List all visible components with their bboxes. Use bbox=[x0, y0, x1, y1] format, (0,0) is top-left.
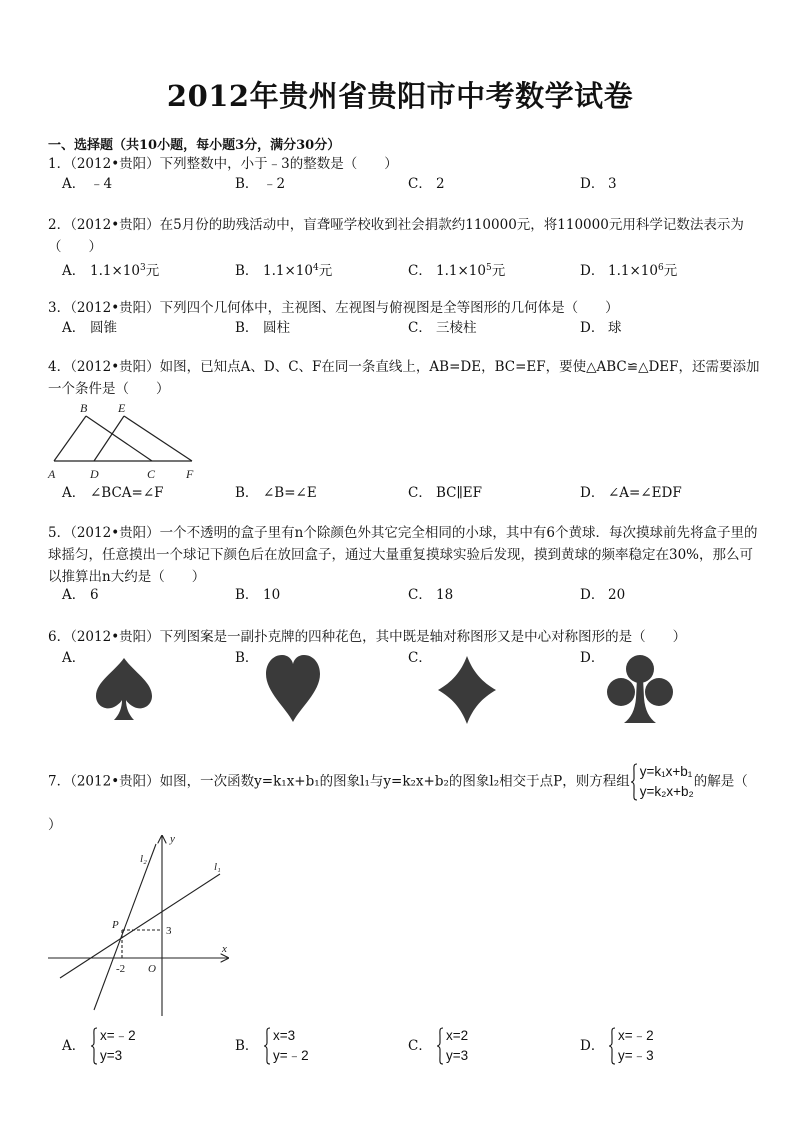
brace-icon bbox=[630, 763, 638, 801]
label-a: A bbox=[48, 467, 56, 481]
triangle-figure bbox=[44, 398, 204, 482]
label-l2: l₂ bbox=[140, 853, 147, 865]
question-1-option-d: D． 3 bbox=[580, 176, 617, 192]
label-p: P bbox=[112, 919, 119, 931]
question-5-option-d: D． 20 bbox=[580, 587, 626, 603]
label-e: E bbox=[118, 401, 126, 415]
question-3-option-c: C． 三棱柱 bbox=[408, 320, 477, 336]
system-equation-2: y=k₂x+b₂ bbox=[639, 784, 694, 799]
spade-icon bbox=[92, 656, 156, 724]
question-6-option-a-label: A． bbox=[62, 650, 86, 666]
line-l2 bbox=[94, 844, 156, 1010]
question-5-option-a: A． 6 bbox=[62, 587, 99, 603]
question-7-option-a: A． x=﹣2 y=3 bbox=[62, 1028, 136, 1063]
question-3-option-b: B． 圆柱 bbox=[235, 320, 290, 336]
label-x: x bbox=[222, 943, 227, 955]
question-2-stem: 2．（2012•贵阳）在5月份的助残活动中，盲聋哑学校收到社会捐款约110000元，将110000元用科学记数法表示为（ ） bbox=[48, 217, 744, 255]
heart-icon bbox=[262, 652, 324, 724]
system-equation-1: y=k₁x+b₁ bbox=[639, 764, 693, 779]
question-7-option-c: C． x=2 y=3 bbox=[408, 1028, 469, 1063]
question-3-stem: 3．（2012•贵阳）下列四个几何体中，主视图、左视图与俯视图是全等图形的几何体是（ ） bbox=[48, 300, 619, 316]
segment-ab bbox=[54, 416, 86, 461]
brace-icon bbox=[608, 1027, 616, 1065]
question-1-option-b: B． ﹣2 bbox=[235, 176, 286, 192]
question-2-option-a: A． $1.1\times 10^3$元 bbox=[62, 263, 160, 279]
question-1-option-a: A． ﹣4 bbox=[62, 176, 113, 192]
segment-ef bbox=[124, 416, 192, 461]
question-4-option-a: A． ∠BCA=∠F bbox=[62, 485, 164, 501]
question-5-option-c: C． 18 bbox=[408, 587, 454, 603]
line-l1 bbox=[60, 874, 220, 978]
question-4-option-b: B． ∠B=∠E bbox=[235, 485, 317, 501]
question-7-stem-tail: ） bbox=[48, 817, 62, 833]
label-l1: l₁ bbox=[214, 861, 221, 873]
question-1-option-c: C． 2 bbox=[408, 176, 445, 192]
question-3-option-d: D． 球 bbox=[580, 320, 622, 336]
brace-icon bbox=[90, 1027, 98, 1065]
question-5-stem: 5．（2012•贵阳）一个不透明的盒子里有n个除颜色外其它完全相同的小球，其中有6个黄球．每次摸球前先将盒子里的球摇匀，任意摸出一个球记下颜色后在放回盒子，通过大量重复摸球实验后发现，摸到黄球的频率稳定在30%，那么可以推算出n大约是（ ） bbox=[48, 525, 758, 585]
function-graph bbox=[44, 830, 244, 1020]
diamond-icon bbox=[436, 654, 498, 726]
page-title: 2012年贵州省贵阳市中考数学试卷 bbox=[166, 79, 634, 113]
label-c: C bbox=[147, 467, 156, 481]
question-6-option-b-label: B． bbox=[235, 650, 259, 666]
label-d: D bbox=[90, 467, 99, 481]
label-3: 3 bbox=[166, 925, 172, 937]
section-heading: 一、选择题（共10小题，每小题3分，满分30分） bbox=[48, 138, 341, 153]
club-icon bbox=[604, 652, 676, 726]
question-6-option-d-label: D． bbox=[580, 650, 605, 666]
question-2-option-b: B． $1.1\times 10^4$元 bbox=[235, 263, 333, 279]
question-7-stem bbox=[48, 762, 760, 802]
question-7-option-d: D． x=﹣2 y=﹣3 bbox=[580, 1028, 654, 1063]
label-neg2: -2 bbox=[116, 963, 126, 975]
label-o: O bbox=[148, 963, 156, 975]
label-f: F bbox=[186, 467, 194, 481]
brace-icon bbox=[436, 1027, 444, 1065]
brace-icon bbox=[263, 1027, 271, 1065]
label-b: B bbox=[80, 401, 88, 415]
question-3-option-a: A． 圆锥 bbox=[62, 320, 117, 336]
question-7-option-b: B． x=3 y=﹣2 bbox=[235, 1028, 309, 1063]
label-y: y bbox=[170, 833, 175, 845]
question-4-stem: 4．（2012•贵阳）如图，已知点A、D、C、F在同一条直线上，AB=DE，BC=EF，要使△ABC≌△DEF，还需要添加一个条件是（ ） bbox=[48, 359, 760, 397]
question-1-stem: 1．（2012•贵阳）下列整数中，小于﹣3的整数是（ ） bbox=[48, 156, 398, 172]
question-6-stem: 6．（2012•贵阳）下列图案是一副扑克牌的四种花色，其中既是轴对称图形又是中心对称图形的是（ ） bbox=[48, 629, 687, 645]
question-4-option-c: C． BC∥EF bbox=[408, 485, 482, 501]
question-7-system bbox=[630, 762, 694, 802]
question-2-option-c: C． $1.1\times 10^5$元 bbox=[408, 263, 506, 279]
question-4-option-d: D． ∠A=∠EDF bbox=[580, 485, 682, 501]
question-2-option-d: D． $1.1\times 10^6$元 bbox=[580, 263, 678, 279]
question-7-stem-before: 7．（2012•贵阳）如图，一次函数y=k₁x+b₁的图象l₁与y=k₂x+b₂的图象l₂相交于点P，则方程组 bbox=[48, 773, 630, 790]
question-6-option-c-label: C． bbox=[408, 650, 432, 666]
question-7-stem-after: 的解是（ bbox=[693, 773, 748, 790]
question-5-option-b: B． 10 bbox=[235, 587, 281, 603]
